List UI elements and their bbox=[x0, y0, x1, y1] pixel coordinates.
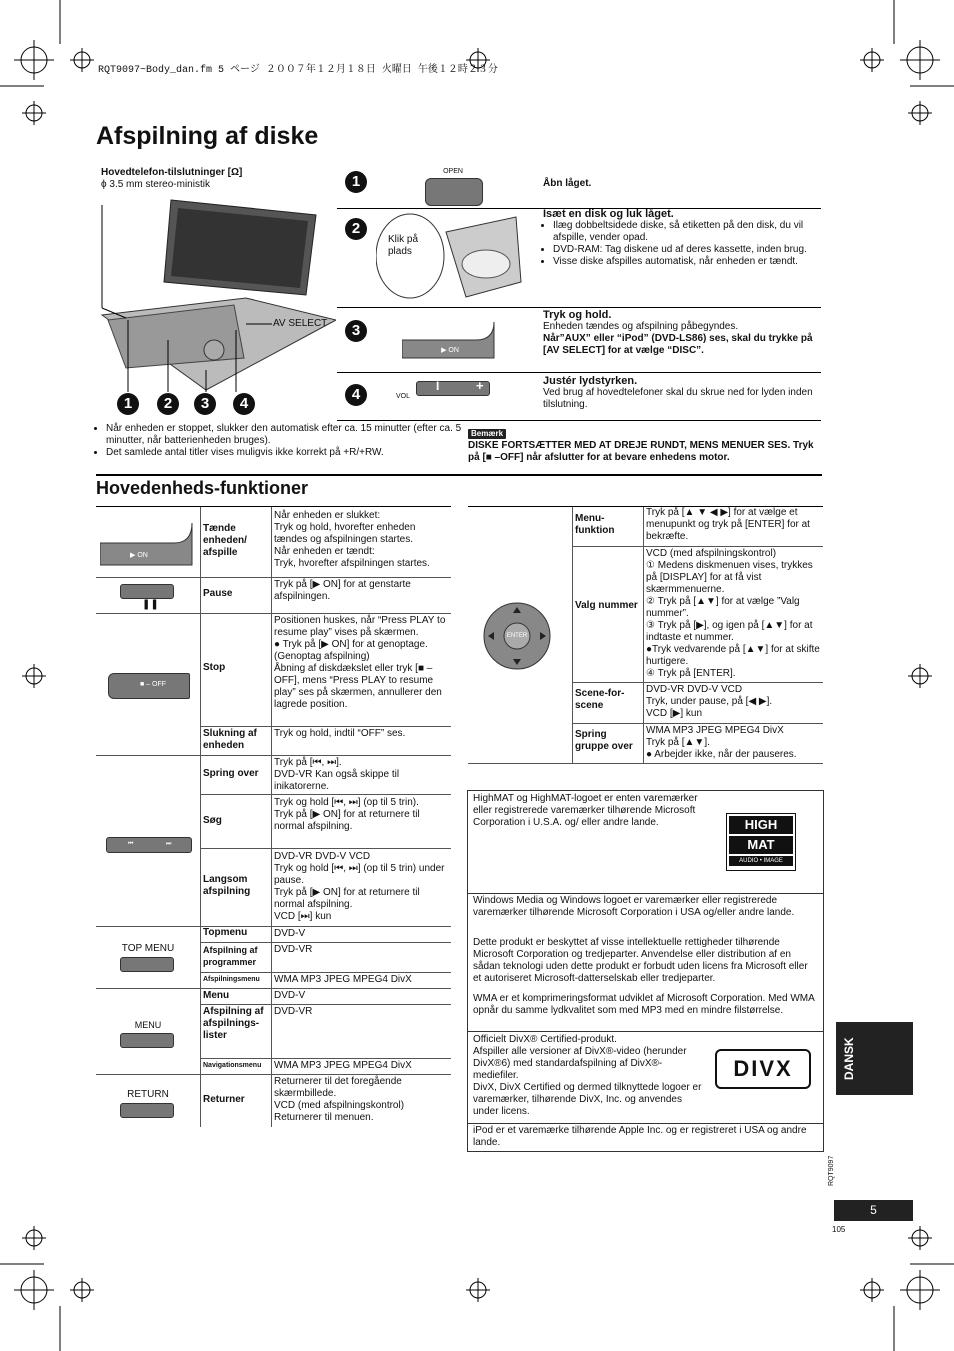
step-2-line: • DVD-RAM: Tag diskene ud af deres kassette, inden brug. bbox=[553, 244, 818, 256]
functions-left-table bbox=[96, 507, 451, 1127]
step-2-line: • Ilæg dobbeltsidede diske, så etiketten på den disk, du vil afspille, vender opad. bbox=[553, 220, 818, 244]
skip-forward-icon: ⏭ bbox=[166, 841, 172, 847]
av-select-label: AV SELECT bbox=[273, 318, 328, 329]
note-item: • Det samlede antal titler vises muligvis ikke korrekt på +R/+RW. bbox=[106, 447, 466, 459]
fn-desc: Tryk og hold, indtil “OFF” ses. bbox=[274, 728, 406, 739]
fn-desc: Positionen huskes, når “Press PLAY to resume play” vises på skærmen. ● Tryk på [▶ ON] for at genoptage. (Genoptag afspilning) Åbning af diskdækslet eller tryk [■ –OFF], mens “Press PLAY to resume play” ses på skærmen, annullerer den lagrede position. bbox=[274, 615, 446, 710]
return-button[interactable] bbox=[120, 1103, 174, 1118]
note-label: Bemærk bbox=[468, 429, 506, 439]
step-4-title: Justér lydstyrken. bbox=[543, 375, 638, 387]
fn-desc: DVD-VR bbox=[274, 944, 313, 955]
divx-text: Officielt DivX® Certified-produkt. Afspiller alle versioner af DivX®-video (herunder DivX®6) med standardafspilning af DivX®-mediefiler. DivX, DivX Certified og dermed tilknyttede logoer er varemærker, tilhørende DivX, Inc. og anvendes under licens. bbox=[473, 1034, 702, 1117]
on-button-illustration[interactable] bbox=[402, 318, 498, 364]
highmat-text: HighMAT og HighMAT-logoet er enten varemærker eller registrerede varemærker tilhørende Microsoft Corporation i U.S.A. og/ eller andre lande. bbox=[473, 793, 698, 828]
fn-name: Søg bbox=[203, 815, 222, 826]
functions-right-table bbox=[468, 507, 823, 763]
pause-icon: ❚❚ bbox=[142, 599, 159, 610]
trademark-box bbox=[467, 790, 824, 1152]
return-label: RETURN bbox=[127, 1089, 169, 1100]
divider bbox=[337, 307, 821, 308]
fn-name: Tænde enheden/ afspille bbox=[203, 523, 247, 558]
fn-name: Topmenu bbox=[203, 927, 248, 938]
headphone-sub: ϕ 3.5 mm stereo-ministik bbox=[101, 179, 210, 190]
enter-label: ENTER bbox=[506, 633, 528, 639]
skip-buttons[interactable] bbox=[106, 837, 192, 853]
step-number-2: 2 bbox=[345, 218, 367, 240]
fn-desc: DVD-VR bbox=[274, 1006, 313, 1017]
step-number-3: 3 bbox=[345, 320, 367, 342]
wma-text: WMA er et komprimeringsformat udviklet af Microsoft Corporation. Med WMA opnår du samme lydkvalitet som med MP3 med en mindre filstørrelse. bbox=[473, 993, 815, 1016]
fn-name: Stop bbox=[203, 662, 226, 673]
page-sub: 105 bbox=[832, 1225, 846, 1234]
fn-desc: DVD-V bbox=[274, 990, 306, 1001]
fn-desc: DVD-VR DVD-V VCD Tryk og hold [⏮, ⏭] (op til 5 trin) under pause. Tryk på [▶ ON] for at returnere til normal afspilning. VCD [⏭] kun bbox=[274, 851, 445, 922]
section-rule bbox=[96, 474, 822, 476]
fn-name: Navigationsmenu bbox=[203, 1062, 262, 1069]
fn-desc: Tryk og hold [⏮, ⏭] (op til 5 trin). Tryk på [▶ ON] for at returnere til normal afspilning. bbox=[274, 797, 420, 832]
fn-name: Afspilningsmenu bbox=[203, 976, 260, 983]
diagram-number-1: 1 bbox=[117, 393, 139, 415]
headphone-label-block bbox=[101, 167, 291, 191]
step-3-text bbox=[543, 309, 818, 357]
on-label: ▶ ON bbox=[130, 552, 148, 559]
fn-desc: WMA MP3 JPEG MPEG4 DivX bbox=[274, 974, 412, 985]
step-2-title: Isæt en disk og luk låget. bbox=[543, 208, 674, 220]
menu-label: MENU bbox=[134, 1020, 162, 1030]
note-box bbox=[468, 428, 823, 464]
fn-name: Spring over bbox=[203, 768, 259, 779]
fn-name: Spring gruppe over bbox=[575, 729, 633, 752]
step-4-text bbox=[543, 375, 818, 411]
fn-desc: DVD-V bbox=[274, 928, 306, 939]
top-menu-label: TOP MENU bbox=[121, 943, 175, 954]
page-number: 5 bbox=[834, 1200, 913, 1221]
step-2-line: • Visse diske afspilles automatisk, når enheden er tændt. bbox=[553, 256, 818, 268]
fn-desc: VCD (med afspilningskontrol) ① Medens diskmenuen vises, trykkes på [DISPLAY] for at få vist skærmmenuerne. ② Tryk på [▲▼] for at vælge ”Valg nummer”. ③ Tryk på [▶], og igen på [▲▼] for at indtaste et nummer. ●Tryk vedvarende på [▲▼] for at skifte hurtigere. ④ Tryk på [ENTER]. bbox=[646, 548, 820, 679]
fn-name: Scene-for-scene bbox=[575, 688, 625, 711]
callout-click: Klik på plads bbox=[388, 234, 419, 257]
highmat-logo-high: HIGH bbox=[729, 816, 793, 834]
diagram-number-2: 2 bbox=[157, 393, 179, 415]
page-title: Afspilning af diske bbox=[96, 122, 319, 150]
note-text: DISKE FORTSÆTTER MED AT DREJE RUNDT, MENS MENUER SES. Tryk på [■ –OFF] når afslutter for at bevare enhedens motor. bbox=[468, 440, 814, 463]
open-button[interactable] bbox=[425, 178, 483, 206]
fn-desc: WMA MP3 JPEG MPEG4 DivX bbox=[274, 1060, 412, 1071]
fn-name: Menu bbox=[203, 990, 230, 1001]
on-button-icon[interactable] bbox=[100, 521, 196, 567]
windows-text: Windows Media og Windows logoet er varemærker eller registrerede varemærker tilhørende Microsoft Corporation i USA og/eller andre lande. bbox=[473, 895, 795, 918]
fn-desc: Tryk på [▶ ON] for at genstarte afspilningen. bbox=[274, 579, 411, 602]
step-3-line: Når”AUX” eller “iPod” (DVD-LS86) ses, skal du trykke på [AV SELECT] for at vælge “DISC”. bbox=[543, 333, 813, 356]
step-2-text bbox=[543, 208, 818, 268]
headphone-label: Hovedtelefon-tilslutninger [Ω] bbox=[101, 167, 243, 178]
off-label: ■ – OFF bbox=[140, 681, 167, 688]
step-3-title: Tryk og hold. bbox=[543, 309, 612, 321]
language-tab bbox=[836, 1022, 913, 1095]
fn-desc: DVD-VR DVD-V VCD Tryk, under pause, på [◀ ▶]. VCD [▶] kun bbox=[646, 684, 773, 719]
fn-desc: WMA MP3 JPEG MPEG4 DivX Tryk på [▲▼]. ● Arbejder ikke, når der pauseres. bbox=[646, 725, 797, 760]
skip-back-icon: ⏮ bbox=[128, 841, 134, 847]
highmat-logo-sub: AUDIO • IMAGE bbox=[729, 856, 793, 866]
ipod-text: iPod er et varemærke tilhørende Apple Inc. og er registreret i USA og andre lande. bbox=[473, 1125, 807, 1148]
fn-desc: Når enheden er slukket: Tryk og hold, hvorefter enheden tændes og afspilningen startes. Når enheden er tændt: Tryk, hvorefter afspilningen startes. bbox=[274, 510, 430, 569]
step-3-line: Enheden tændes og afspilning påbegyndes. bbox=[543, 321, 739, 332]
diagram-number-3: 3 bbox=[194, 393, 216, 415]
volume-minus-icon: I bbox=[436, 379, 440, 393]
language-tab-label: DANSK bbox=[842, 1037, 856, 1080]
doc-code: RQT9097 bbox=[828, 1155, 835, 1186]
diagram-number-4: 4 bbox=[233, 393, 255, 415]
fn-name: Returner bbox=[203, 1094, 245, 1105]
vol-label: VOL bbox=[396, 393, 411, 400]
highmat-logo-mat: MAT bbox=[729, 836, 793, 854]
print-header-line: RQT9097~Body_dan.fm 5 ページ ２００７年１２月１８日 火曜日 午後１２時２３分 bbox=[98, 65, 498, 76]
fn-name: Afspilning af afspilnings-lister bbox=[203, 1006, 264, 1041]
fn-name: Valg nummer bbox=[575, 600, 638, 611]
divider bbox=[337, 420, 821, 421]
fn-name: Slukning af enheden bbox=[203, 728, 257, 751]
protected-text: Dette produkt er beskyttet af visse intellektuelle rettigheder tilhørende Microsoft Corporation og tredjeparter. Anvendelse eller distribution af en sådan teknologi uden dette produkt er forbudt uden licens fra Microsoft eller et autoriseret Microsoft-datterselskab eller tredjeparter. bbox=[473, 937, 808, 984]
note-item: • Når enheden er stoppet, slukker den automatisk efter ca. 15 minutter (efter ca. 5 minutter, når batterienheden bruges). bbox=[106, 423, 466, 447]
open-label: OPEN bbox=[443, 168, 463, 175]
notes-left bbox=[96, 423, 466, 459]
top-menu-button[interactable] bbox=[120, 957, 174, 972]
menu-button[interactable] bbox=[120, 1033, 174, 1048]
fn-name: Pause bbox=[203, 588, 233, 599]
pause-button[interactable] bbox=[120, 584, 174, 599]
fn-desc: Tryk på [⏮, ⏭]. DVD-VR Kan også skippe til inikatorerne. bbox=[274, 757, 400, 792]
highmat-logo bbox=[726, 813, 796, 871]
fn-desc: Tryk på [▲ ▼ ◀ ▶] for at vælge et menupunkt og tryk på [ENTER] for at bekræfte. bbox=[646, 507, 810, 542]
fn-name: Langsom afspilning bbox=[203, 874, 251, 897]
step-number-4: 4 bbox=[345, 384, 367, 406]
step-1-title: Åbn låget. bbox=[543, 178, 592, 189]
section-title: Hovedenheds-funktioner bbox=[96, 478, 309, 498]
divider bbox=[337, 372, 821, 373]
fn-name: Menu-funktion bbox=[575, 513, 615, 536]
volume-plus-icon: + bbox=[476, 378, 484, 393]
step-4-line: Ved brug af hovedtelefoner skal du skrue ned for lyden inden tilslutning. bbox=[543, 387, 813, 410]
fn-desc: Returnerer til det foregående skærmbillede. VCD (med afspilningskontrol) Returnerer til menuen. bbox=[274, 1076, 405, 1123]
on-button-label: ▶ ON bbox=[441, 347, 459, 354]
fn-name: Afspilning af programmer bbox=[203, 945, 258, 967]
divx-logo: DIVX bbox=[715, 1049, 811, 1089]
step-number-1: 1 bbox=[345, 171, 367, 193]
